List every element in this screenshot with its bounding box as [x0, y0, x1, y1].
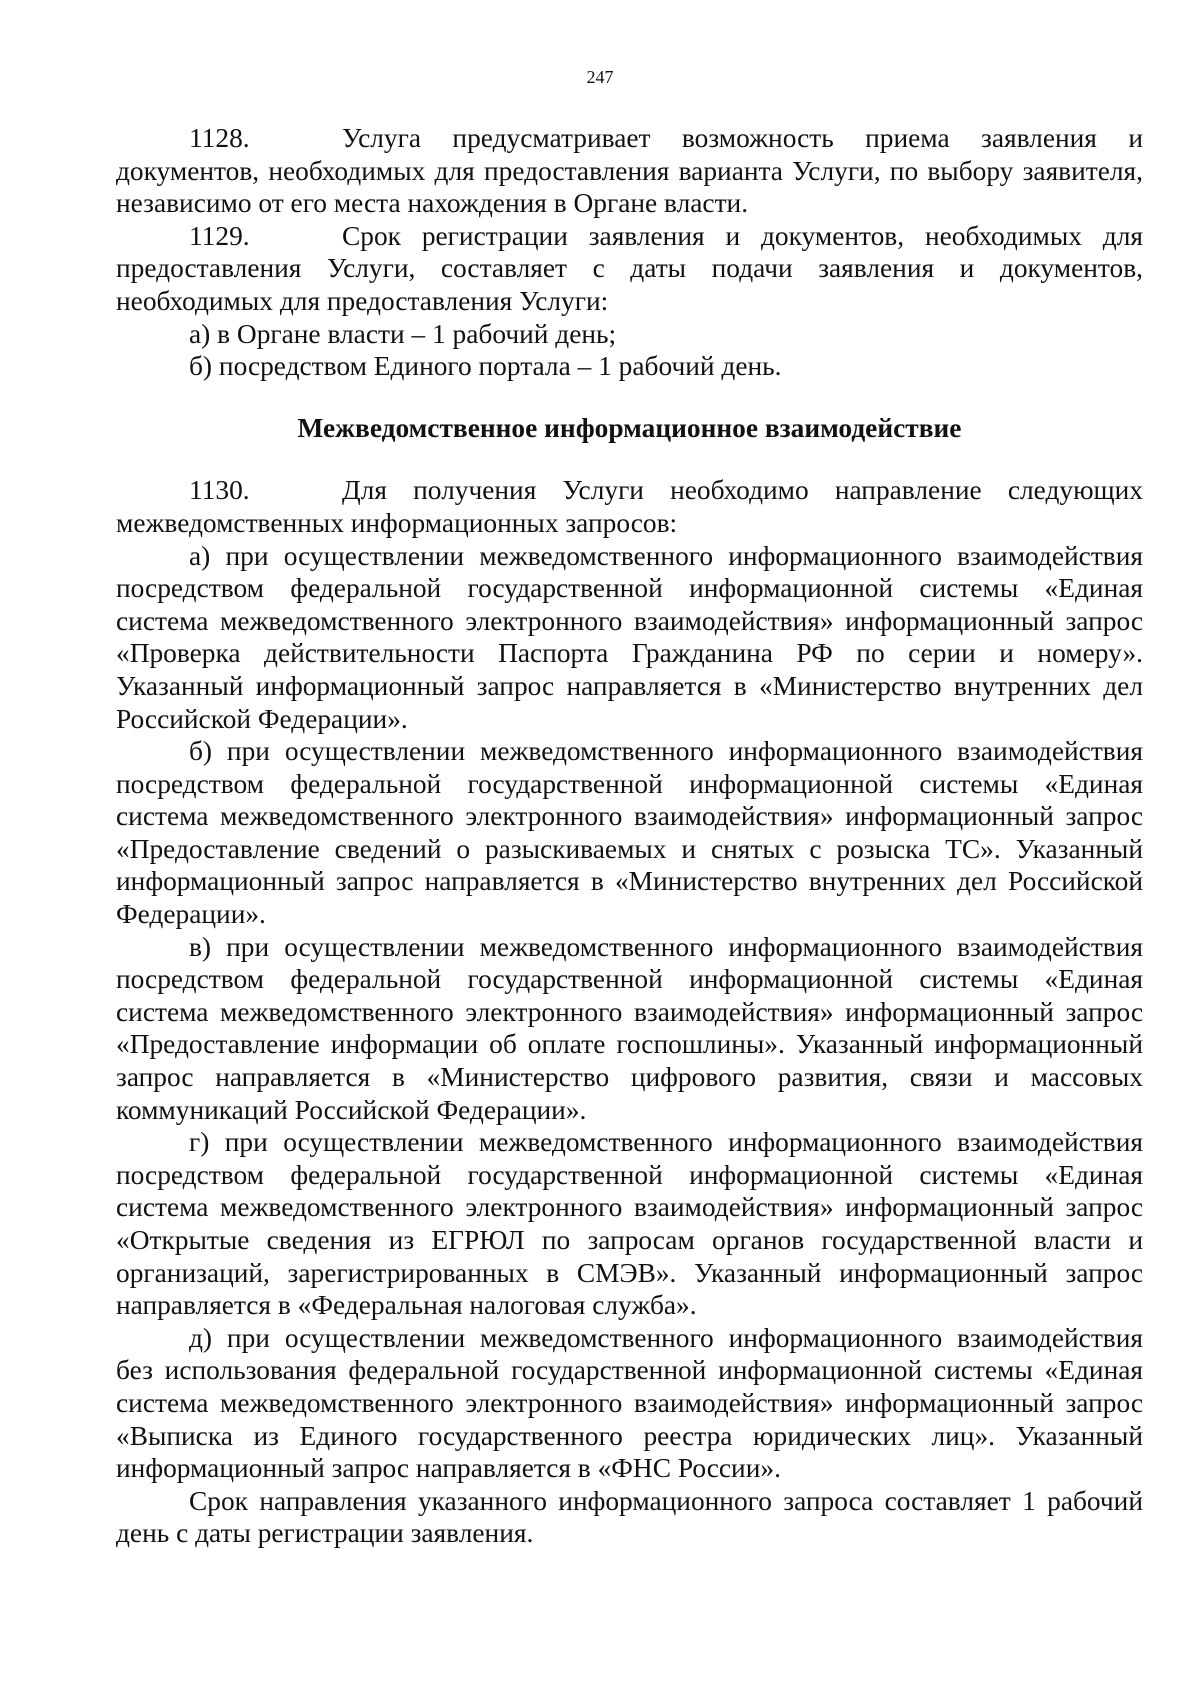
item-number: 1128. — [189, 123, 250, 153]
section-heading: Межведомственное информационное взаимодействие — [297, 412, 962, 443]
paragraph-text: Для получения Услуги необходимо направление следующих межведомственных информационных запросов: — [116, 475, 1143, 538]
paragraph-text: Срок регистрации заявления и документов, необходимых для предоставления Услуги, составляет с даты подачи заявления и документов, необходимых для предоставления Услуги: — [116, 220, 1143, 316]
paragraph-text: Услуга предусматривает возможность приема заявления и документов, необходимых для предоставления варианта Услуги, по выбору заявителя, независимо от его места нахождения в Органе власти. — [116, 123, 1143, 219]
document-body — [116, 122, 1143, 1550]
request-item-g: г) при осуществлении межведомственного информационного взаимодействия посредством федеральной государственной информационной системы «Единая система межведомственного электронного взаимодействия» информационный запрос «Открытые сведения из ЕГРЮЛ по запросам органов государственной власти и организаций, зарегистрированных в СМЭВ». Указанный информационный запрос направляется в «Федеральная налоговая служба». — [116, 1127, 1143, 1321]
request-item-a: а) при осуществлении межведомственного информационного взаимодействия посредством федеральной государственной информационной системы «Единая система межведомственного электронного взаимодействия» информационный запрос «Проверка действительности Паспорта Гражданина РФ по серии и номеру». Указанный информационный запрос направляется в «Министерство внутренних дел Российской Федерации». — [116, 540, 1143, 734]
item-number: 1129. — [189, 220, 250, 251]
item-number: 1130. — [189, 475, 250, 506]
request-item-b: б) при осуществлении межведомственного информационного взаимодействия посредством федеральной государственной информационной системы «Единая система межведомственного электронного взаимодействия» информационный запрос «Предоставление сведений о разыскиваемых и снятых с розыска ТС». Указанный информационный запрос направляется в «Министерство внутренних дел Российской Федерации». — [116, 736, 1143, 930]
list-item-a: а) в Органе власти – 1 рабочий день; — [189, 318, 617, 349]
paragraph-1129 — [116, 220, 1143, 318]
paragraph-1128 — [116, 122, 1143, 220]
paragraph-1130 — [116, 474, 1143, 539]
list-item-b: б) посредством Единого портала – 1 рабочий день. — [189, 351, 782, 382]
request-deadline: Срок направления указанного информационного запроса составляет 1 рабочий день с даты регистрации заявления. — [116, 1485, 1143, 1549]
request-item-v: в) при осуществлении межведомственного информационного взаимодействия посредством федеральной государственной информационной системы «Единая система межведомственного электронного взаимодействия» информационный запрос «Предоставление информации об оплате госпошлины». Указанный информационный запрос направляется в «Министерство цифрового развития, связи и массовых коммуникаций Российской Федерации». — [116, 931, 1143, 1125]
page-number: 247 — [586, 67, 614, 87]
request-item-d: д) при осуществлении межведомственного информационного взаимодействия без использования федеральной государственной информационной системы «Единая система межведомственного электронного взаимодействия» информационный запрос «Выписка из Единого государственного реестра юридических лиц». Указанный информационный запрос направляется в «ФНС России». — [116, 1322, 1143, 1484]
